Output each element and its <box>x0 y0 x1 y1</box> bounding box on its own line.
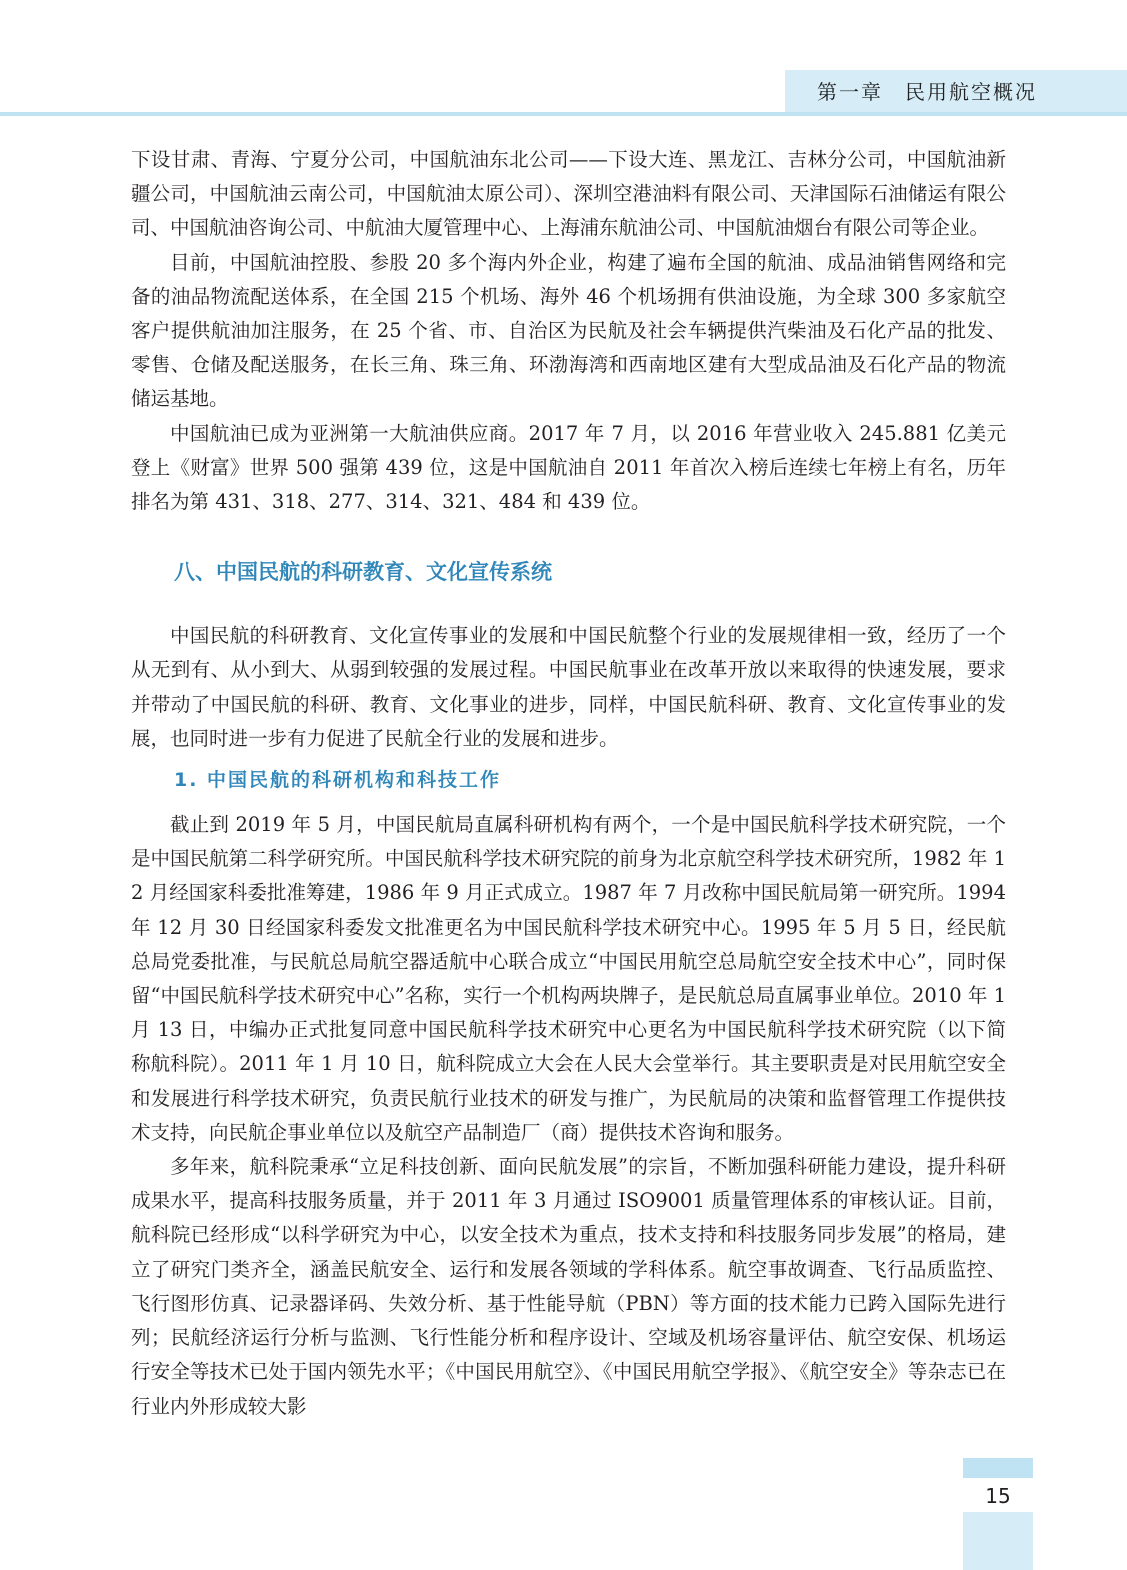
section-intro-paragraph: 中国民航的科研教育、文化宣传事业的发展和中国民航整个行业的发展规律相一致，经历了一个从无到有、从小到大、从弱到较强的发展过程。中国民航事业在改革开放以来取得的快速发展，要求并带动了中国民航的科研、教育、文化事业的进步，同样，中国民航科研、教育、文化宣传事业的发展，也同时进一步有力促进了民航全行业的发展和进步。 <box>131 624 1006 750</box>
paragraph-continued: 下设甘肃、青海、宁夏分公司，中国航油东北公司——下设大连、黑龙江、吉林分公司，中国航油新疆公司，中国航油云南公司，中国航油太原公司）、深圳空港油料有限公司、天津国际石油储运有限公司、中国航油咨询公司、中航油大厦管理中心、上海浦东航油公司、中国航油烟台有限公司等企业。 <box>131 148 1006 240</box>
header-rule <box>0 112 1127 116</box>
research-institutes-paragraph: 截止到 2019 年 5 月，中国民航局直属科研机构有两个，一个是中国民航科学技术研究院，一个是中国民航第二科学研究所。中国民航科学技术研究院的前身为北京航空科学技术研究所，1982 年 12 月经国家科委批准筹建，1986 年 9 月正式成立。1987 年 7 月改称中国民航局第一研究所。1994 年 12 月 30 日经国家科委发文批准更名为中国民航科学技术研究中心。1995 年 5 月 5 日，经民航总局党委批准，与民航总局航空器适航中心联合成立“中国民用航空总局航空安全技术中心”，同时保留“中国民航科学技术研究中心”名称，实行一个机构两块牌子，是民航总局直属事业单位。2010 年 1 月 13 日，中编办正式批复同意中国民航科学技术研究中心更名为中国民航科学技术研究院（以下简称航科院）。2011 年 1 月 10 日，航科院成立大会在人民大会堂举行。其主要职责是对民用航空安全和发展进行科学技术研究，负责民航行业技术的研发与推广，为民航局的决策和监督管理工作提供技术支持，向民航企事业单位以及航空产品制造厂（商）提供技术咨询和服务。 <box>131 813 1006 1144</box>
paragraph-fortune-ranking: 中国航油已成为亚洲第一大航油供应商。2017 年 7 月，以 2016 年营业收入 245.881 亿美元登上《财富》世界 500 强第 439 位，这是中国航油自 2011 年首次入榜后连续七年榜上有名，历年排名为第 431、318、277、314、321、484 和 439 位。 <box>131 421 1006 514</box>
page-body <box>131 143 1006 1424</box>
paragraph-aviation-fuel-network: 目前，中国航油控股、参股 20 多个海内外企业，构建了遍布全国的航油、成品油销售网络和完备的油品物流配送体系，在全国 215 个机场、海外 46 个机场拥有供油设施，为全球 300 多家航空客户提供航油加注服务，在 25 个省、市、自治区为民航及社会车辆提供汽柴油及石化产品的批发、零售、仓储及配送服务，在长三角、珠三角、环渤海湾和西南地区建有大型成品油及石化产品的物流储运基地。 <box>131 250 1006 411</box>
page-tab <box>963 1458 1033 1478</box>
subsection-heading: 1. 中国民航的科研机构和科技工作 <box>174 769 502 792</box>
page-number: 15 <box>985 1484 1011 1508</box>
page-foot-block <box>963 1512 1033 1570</box>
running-header <box>0 70 1127 116</box>
research-achievements-paragraph: 多年来，航科院秉承“立足科技创新、面向民航发展”的宗旨，不断加强科研能力建设，提升科研成果水平，提高科技服务质量，并于 2011 年 3 月通过 ISO9001 质量管理体系的审核认证。目前，航科院已经形成“以科学研究为中心，以安全技术为重点，技术支持和科技服务同步发展”的格局，建立了研究门类齐全，涵盖民航安全、运行和发展各领域的学科体系。航空事故调查、飞行品质监控、飞行图形仿真、记录器译码、失效分析、基于性能导航（PBN）等方面的技术能力已跨入国际先进行列；民航经济运行分析与监测、飞行性能分析和程序设计、空域及机场容量评估、航空安保、机场运行安全等技术已处于国内领先水平；《中国民用航空》、《中国民用航空学报》、《航空安全》等杂志已在行业内外形成较大影 <box>131 1155 1006 1418</box>
chapter-title: 第一章 民用航空概况 <box>785 70 1127 112</box>
section-heading: 八、中国民航的科研教育、文化宣传系统 <box>174 560 552 585</box>
